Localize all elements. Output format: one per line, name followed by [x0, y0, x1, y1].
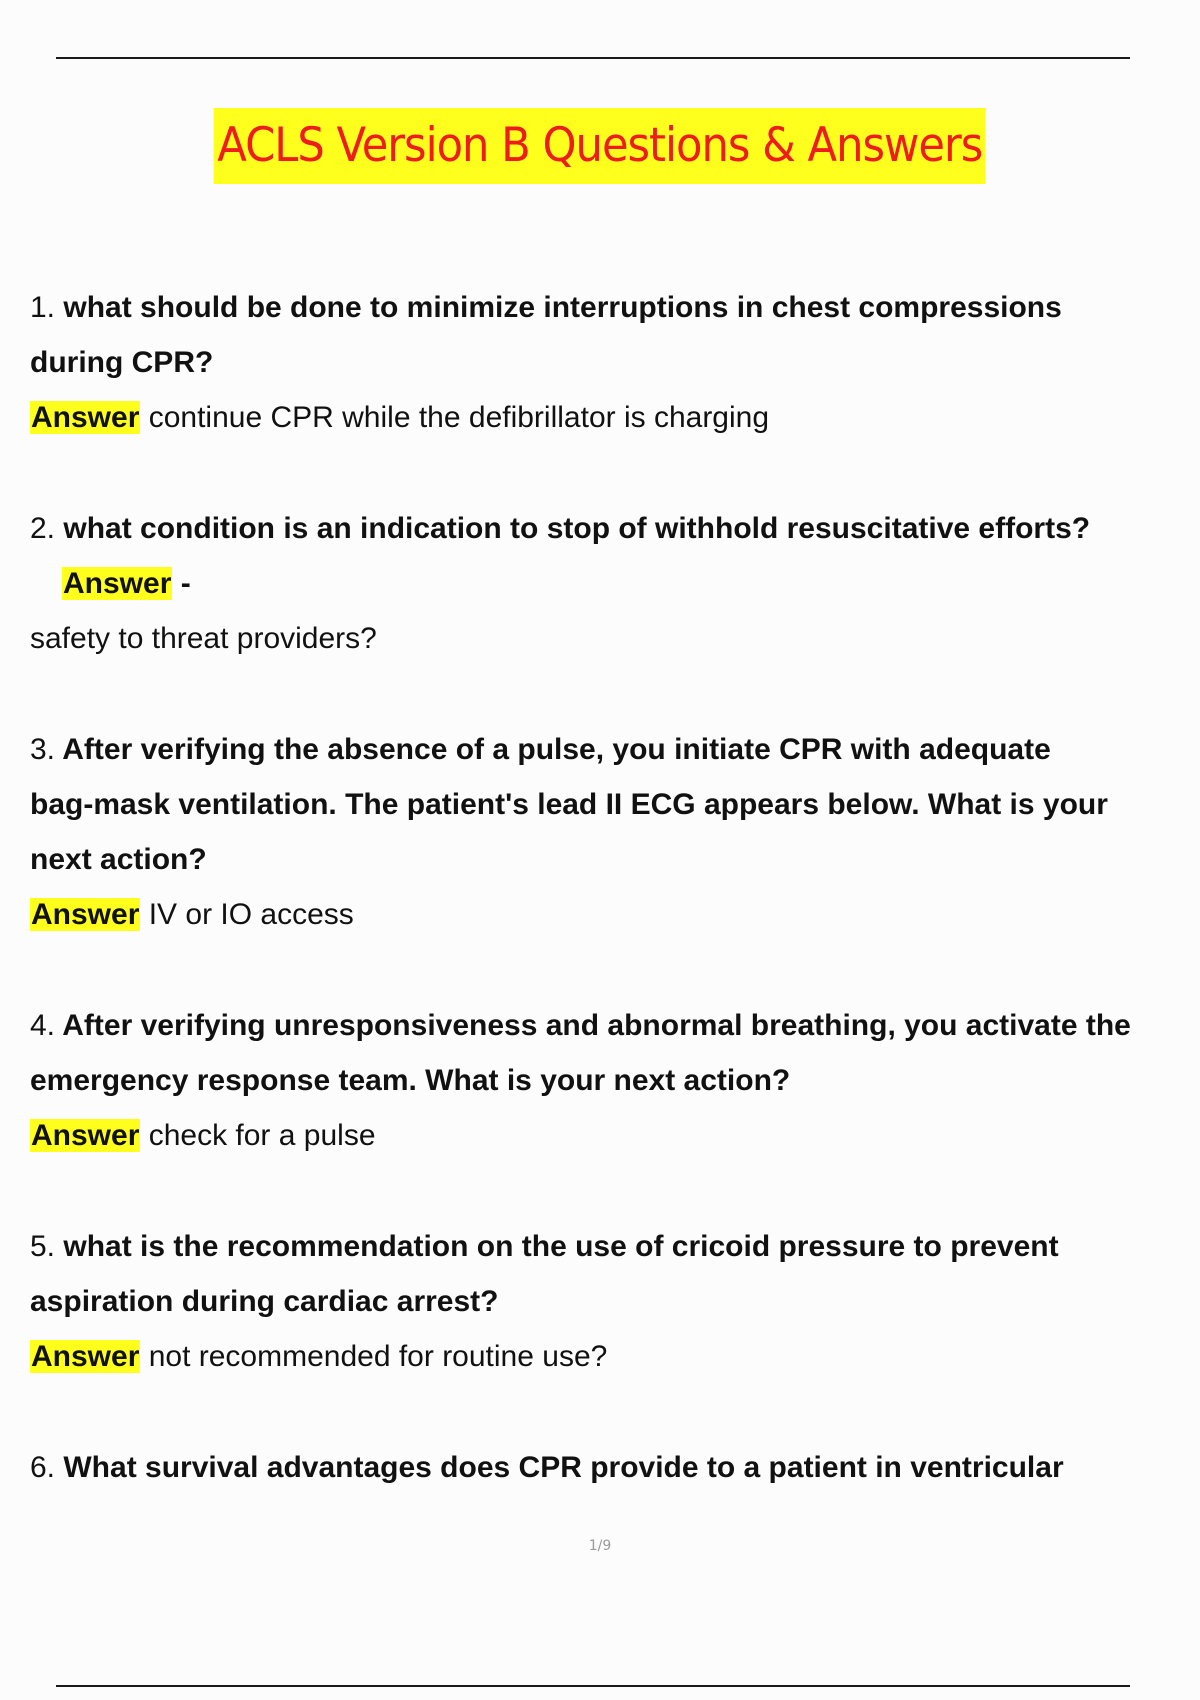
- answer-label: Answer: [31, 898, 140, 931]
- answer-line: [30, 390, 1200, 445]
- answer-line: [30, 611, 1200, 666]
- question-line: [30, 1053, 1200, 1108]
- answer-label: Answer: [31, 1340, 140, 1373]
- question-text: What survival advantages does CPR provide to a patient in ventricular: [55, 1451, 1064, 1484]
- document-title: ACLS Version B Questions & Answers: [214, 108, 986, 184]
- question-line: [30, 501, 1200, 556]
- qa-list: [30, 280, 1200, 1551]
- answer-text: check for a pulse: [140, 1119, 376, 1152]
- question-number: 3.: [30, 733, 56, 766]
- question-text: aspiration during cardiac arrest?: [30, 1285, 499, 1318]
- question-text: what condition is an indication to stop of withhold resuscitative efforts?: [55, 512, 1091, 545]
- answer-label: Answer: [63, 567, 172, 600]
- question-line: [30, 335, 1200, 390]
- question-line: [30, 777, 1200, 832]
- answer-label: Answer: [31, 1119, 140, 1152]
- page-number: 1/9: [588, 1538, 612, 1554]
- title-container: [0, 108, 1200, 184]
- answer-line: [30, 1329, 1200, 1384]
- answer-label: Answer: [31, 401, 140, 434]
- qa-item-5: [30, 1219, 1200, 1384]
- question-text: what is the recommendation on the use of cricoid pressure to prevent: [55, 1230, 1059, 1263]
- bottom-rule: [56, 1685, 1130, 1687]
- question-line: [30, 1440, 1200, 1495]
- question-text: next action?: [30, 843, 207, 876]
- question-text: After verifying the absence of a pulse, you initiate CPR with adequate: [55, 733, 1051, 766]
- question-text: bag-mask ventilation. The patient's lead II ECG appears below. What is your: [30, 788, 1108, 821]
- question-number: 6.: [30, 1451, 56, 1484]
- question-number: 2.: [30, 512, 56, 545]
- qa-item-3: [30, 722, 1200, 942]
- answer-text: safety to threat providers?: [30, 622, 377, 655]
- top-rule: [56, 57, 1130, 59]
- qa-item-6: [30, 1440, 1200, 1495]
- answer-text: continue CPR while the defibrillator is charging: [140, 401, 770, 434]
- answer-line: [30, 1108, 1200, 1163]
- qa-item-2: [30, 501, 1200, 666]
- question-text: After verifying unresponsiveness and abnormal breathing, you activate the: [55, 1009, 1131, 1042]
- answer-label-line: [30, 556, 1200, 611]
- qa-item-4: [30, 998, 1200, 1163]
- question-text: emergency response team. What is your next action?: [30, 1064, 791, 1097]
- question-line: [30, 1219, 1200, 1274]
- question-line: [30, 1274, 1200, 1329]
- answer-dash: -: [172, 567, 191, 600]
- question-text: what should be done to minimize interruptions in chest compressions: [55, 291, 1062, 324]
- answer-text: not recommended for routine use?: [140, 1340, 608, 1373]
- question-number: 5.: [30, 1230, 56, 1263]
- question-line: [30, 280, 1200, 335]
- question-line: [30, 998, 1200, 1053]
- question-number: 4.: [30, 1009, 56, 1042]
- question-line: [30, 832, 1200, 887]
- question-number: 1.: [30, 291, 56, 324]
- qa-item-1: [30, 280, 1200, 445]
- question-text: during CPR?: [30, 346, 214, 379]
- question-line: [30, 722, 1200, 777]
- answer-text: IV or IO access: [140, 898, 354, 931]
- answer-line: [30, 887, 1200, 942]
